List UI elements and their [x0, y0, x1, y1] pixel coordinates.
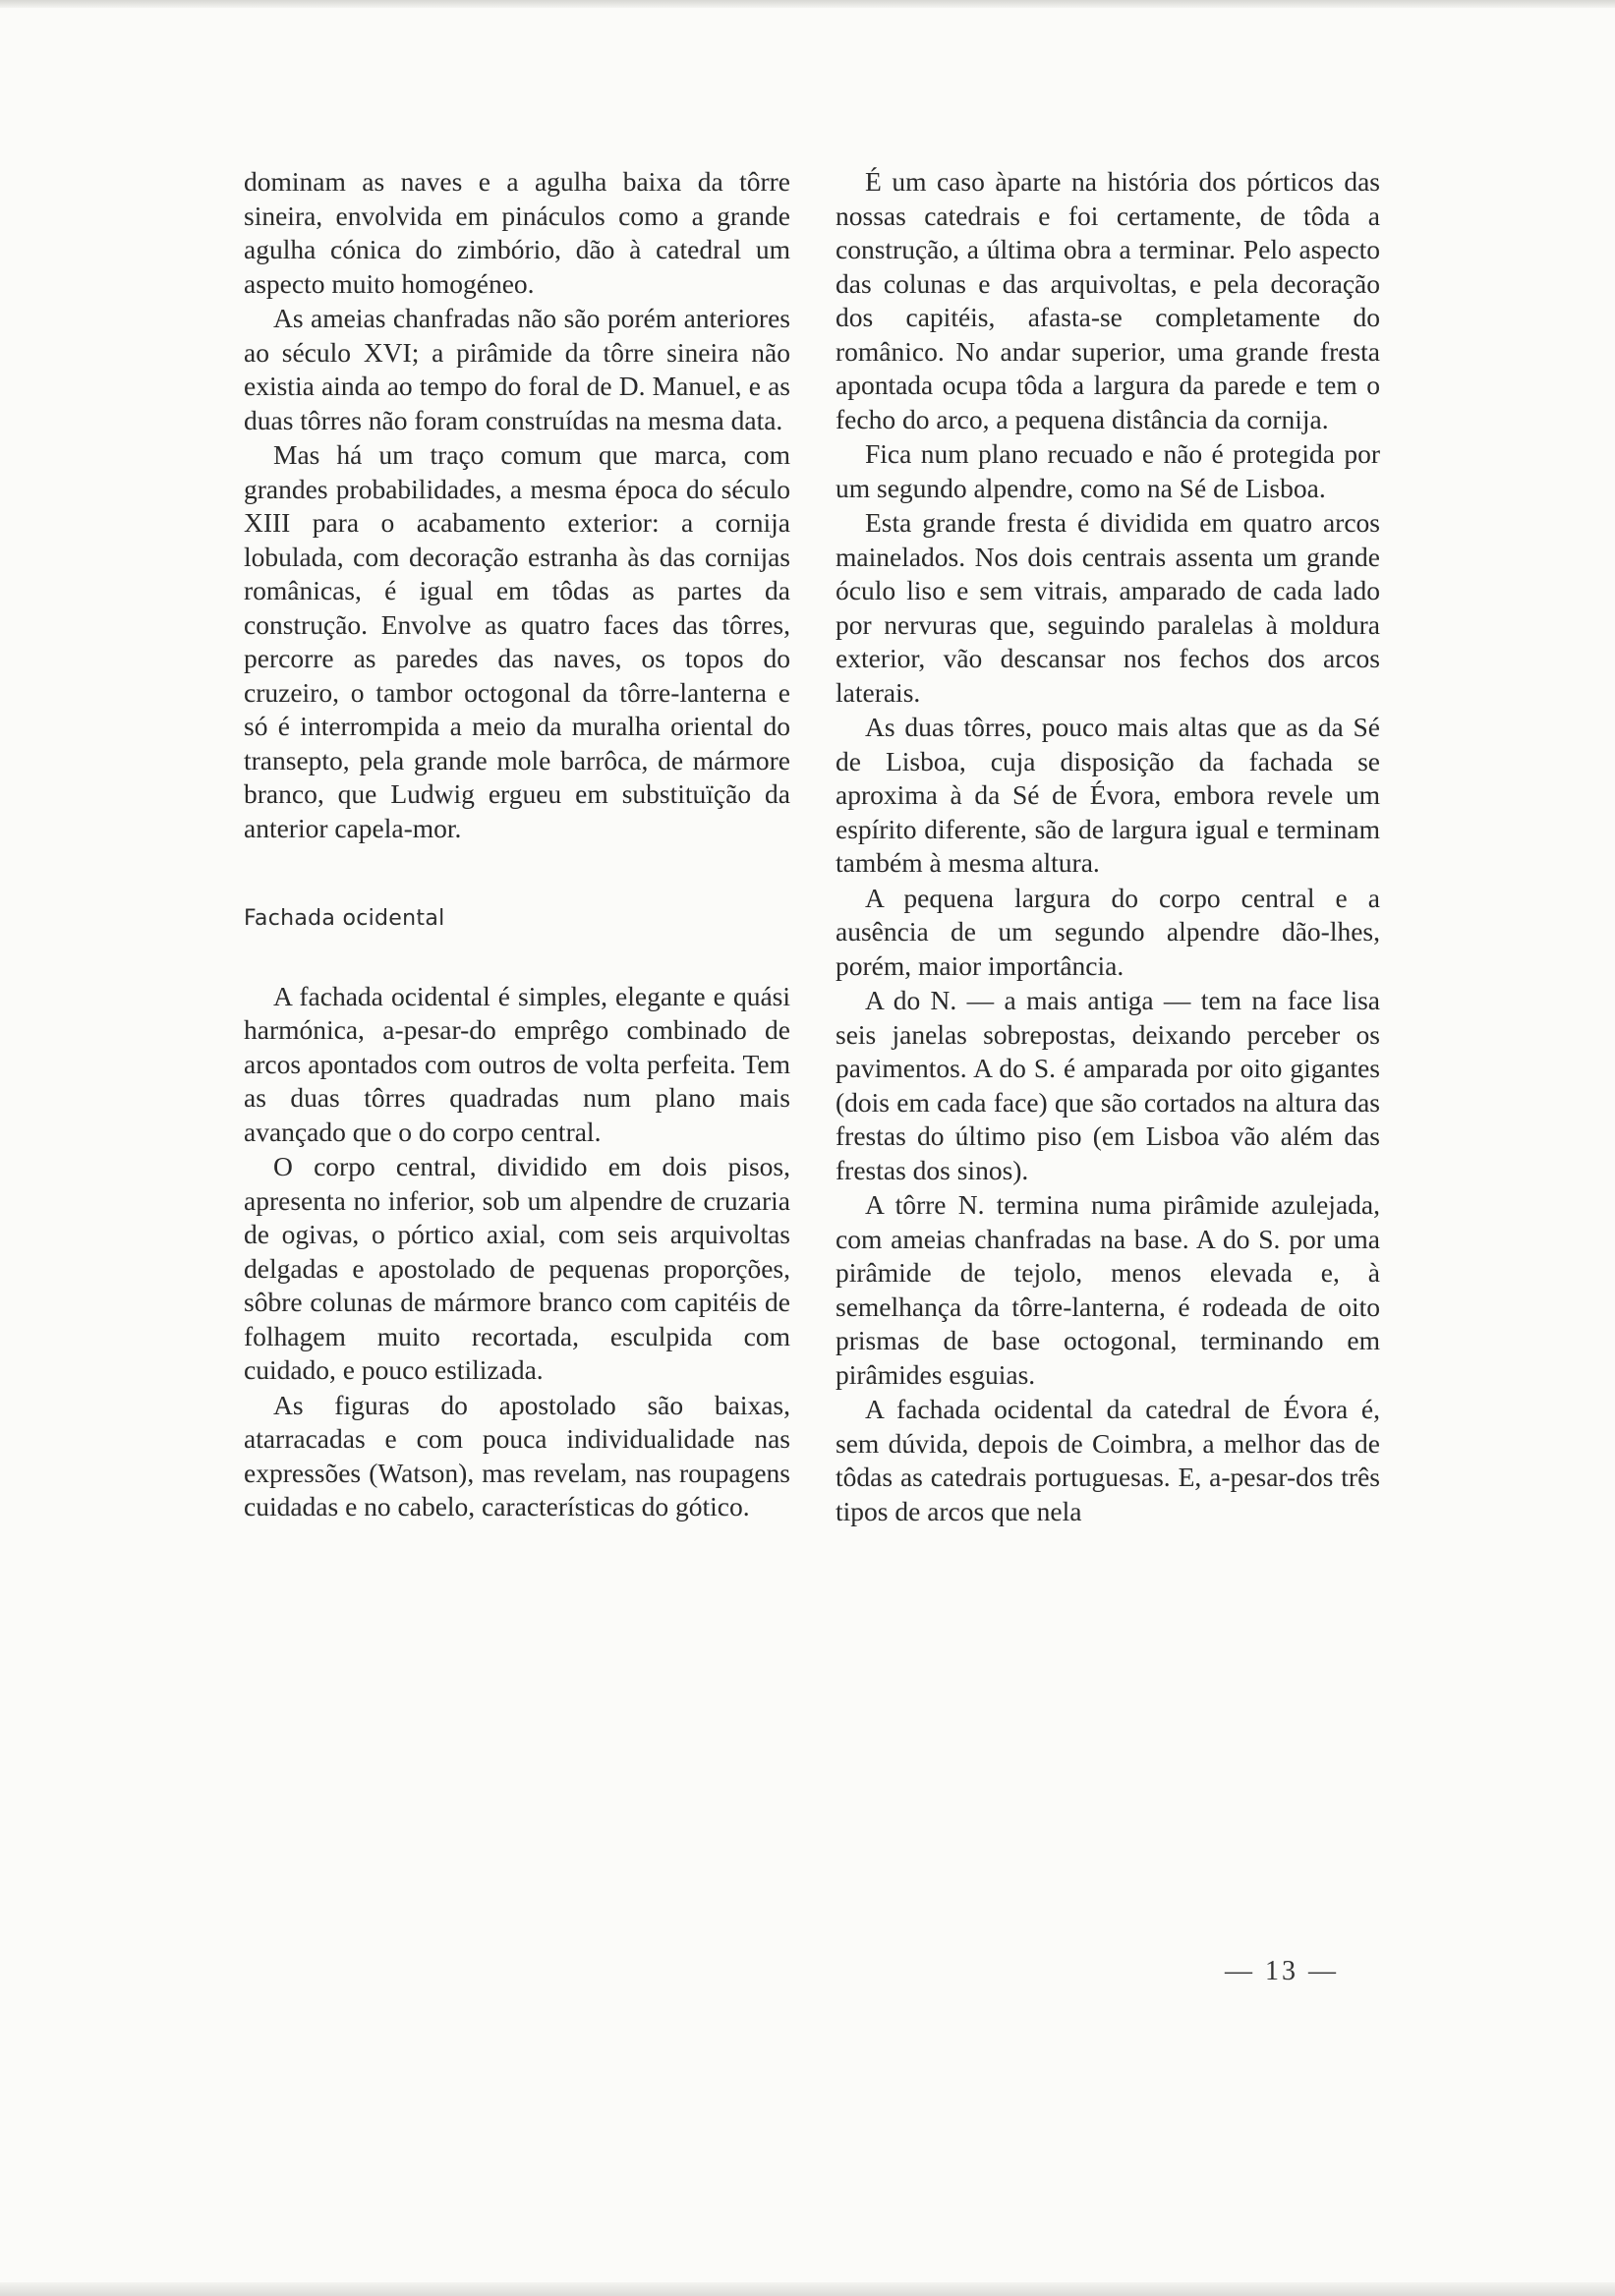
paragraph: A do N. — a mais antiga — tem na face lisa seis janelas sobrepostas, deixando perceber os pavimentos. A do S. é amparada por oito gigantes (dois em cada face) que são cortados na altura das frestas do último piso (em Lisboa vão além das frestas dos sinos).: [836, 985, 1380, 1185]
section-heading: Fachada ocidental: [244, 906, 445, 931]
page-bottom-edge: [0, 2282, 1615, 2296]
right-column: [836, 165, 1380, 1529]
paragraph: As figuras do apostolado são baixas, atarracadas e com pouca individualidade nas expressões (Watson), mas revelam, nas roupagens cuidadas e no cabelo, características do gótico.: [244, 1389, 790, 1521]
page-number: — 13 —: [1225, 1956, 1339, 1986]
paragraph: dominam as naves e a agulha baixa da tôrre sineira, envolvida em pináculos como a grande agulha cónica do zimbório, dão à catedral um aspecto muito homogéneo.: [244, 166, 790, 299]
paragraph: Esta grande fresta é dividida em quatro arcos mainelados. Nos dois centrais assenta um grande óculo liso e sem vitrais, amparado de cada lado por nervuras que, seguindo paralelas à moldura exterior, vão descansar nos fechos dos arcos laterais.: [836, 507, 1380, 708]
paragraph: A pequena largura do corpo central e a ausência de um segundo alpendre dão-lhes, porém, maior importância.: [836, 882, 1380, 981]
paragraph: É um caso àparte na história dos pórticos das nossas catedrais e foi certamente, de tôda a construção, a última obra a terminar. Pelo aspecto das colunas e das arquivoltas, e pela decoração dos capitéis, afasta-se completamente do românico. No andar superior, uma grande fresta apontada ocupa tôda a largura da parede e tem o fecho do arco, a pequena distância da cornija.: [836, 166, 1380, 434]
paragraph: A fachada ocidental é simples, elegante e quási harmónica, a-pesar-do emprêgo combinado de arcos apontados com outros de volta perfeita. Tem as duas tôrres quadradas num plano mais avançado que o do corpo central.: [244, 980, 790, 1147]
paragraph: A fachada ocidental da catedral de Évora é, sem dúvida, depois de Coimbra, a melhor das de tôdas as catedrais portuguesas. E, a-pesar-dos três tipos de arcos que nela: [836, 1394, 1380, 1526]
paragraph: As ameias chanfradas não são porém anteriores ao século XVI; a pirâmide da tôrre sineira não existia ainda ao tempo do foral de D. Manuel, e as duas tôrres não foram construídas na mesma data.: [244, 303, 790, 435]
paragraph: Mas há um traço comum que marca, com grandes probabilidades, a mesma época do século XIII para o acabamento exterior: a cornija lobulada, com decoração estranha às das cornijas românicas, é igual em tôdas as partes da construção. Envolve as quatro faces das tôrres, percorre as paredes das naves, os topos do cruzeiro, o tambor octogonal da tôrre-lanterna e só é interrompida a meio da muralha oriental do transepto, pela grande mole barrôca, de mármore branco, que Ludwig ergueu em substituïção da anterior capela-mor.: [244, 439, 790, 843]
paragraph: O corpo central, dividido em dois pisos, apresenta no inferior, sob um alpendre de cruzaria de ogivas, o pórtico axial, com seis arquivoltas delgadas e apostolado de pequenas proporções, sôbre colunas de mármore branco com capitéis de folhagem muito recortada, esculpida com cuidado, e pouco estilizada.: [244, 1151, 790, 1385]
paragraph: As duas tôrres, pouco mais altas que as da Sé de Lisboa, cuja disposição da fachada se aproxima à da Sé de Évora, embora revele um espírito diferente, são de largura igual e terminam também à mesma altura.: [836, 712, 1380, 878]
left-column: [244, 165, 790, 1525]
paragraph: A tôrre N. termina numa pirâmide azulejada, com ameias chanfradas na base. A do S. por uma pirâmide de tejolo, menos elevada e, à semelhança da tôrre-lanterna, é rodeada de oito prismas de base octogonal, terminando em pirâmides esguias.: [836, 1189, 1380, 1390]
page-top-edge: [0, 0, 1615, 8]
paragraph: Fica num plano recuado e não é protegida por um segundo alpendre, como na Sé de Lisboa.: [836, 438, 1380, 503]
